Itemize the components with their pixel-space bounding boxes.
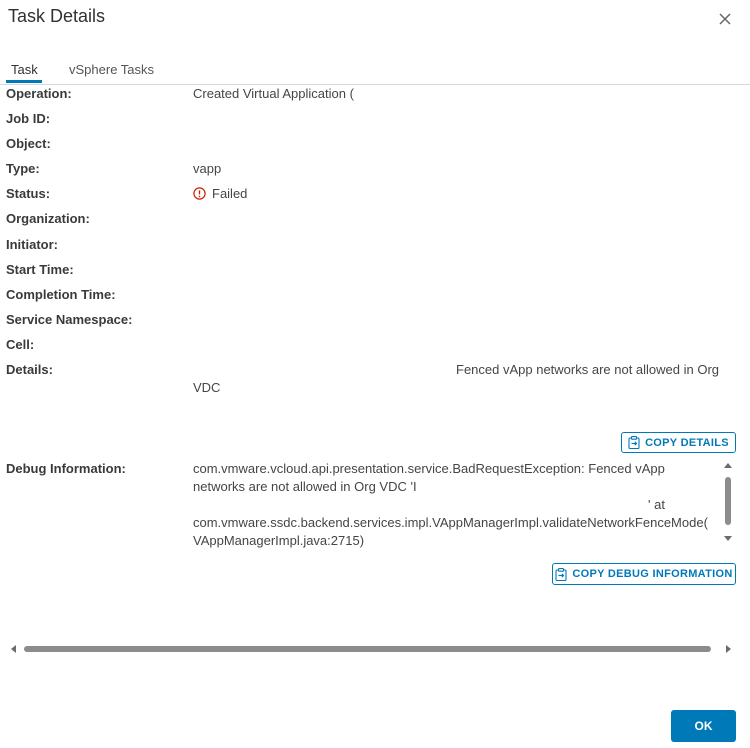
job-id-label: Job ID: <box>6 111 51 126</box>
debug-line: com.vmware.ssdc.backend.services.impl.VAppManagerImpl.validateNetworkFenceMode( <box>193 515 708 530</box>
completion-time-label: Completion Time: <box>6 287 116 302</box>
debug-line: com.vmware.vcloud.api.presentation.service.BadRequestException: Fenced vApp <box>193 461 665 476</box>
object-label: Object: <box>6 136 51 151</box>
organization-label: Organization: <box>6 211 90 226</box>
close-icon[interactable] <box>716 10 734 28</box>
copy-debug-label: COPY DEBUG INFORMATION <box>572 568 733 580</box>
clipboard-icon <box>555 568 567 581</box>
error-circle-icon <box>193 187 206 203</box>
details-value-line1: Fenced vApp networks are not allowed in Org <box>456 362 720 377</box>
debug-information-label: Debug Information: <box>6 461 126 476</box>
tab-task[interactable]: Task <box>11 62 38 77</box>
tab-vsphere-tasks[interactable]: vSphere Tasks <box>69 62 155 77</box>
service-namespace-label: Service Namespace: <box>6 312 133 327</box>
debug-information-text[interactable] <box>193 460 723 550</box>
scroll-left-icon <box>11 645 16 653</box>
debug-line: ' at <box>648 497 665 512</box>
debug-line: VAppManagerImpl.java:2715) <box>193 533 365 548</box>
status-text: Failed <box>212 186 248 201</box>
cell-label: Cell: <box>6 337 35 352</box>
scroll-right-icon <box>726 645 731 653</box>
copy-debug-information-button[interactable] <box>552 563 736 585</box>
horizontal-scrollbar[interactable] <box>8 642 736 656</box>
start-time-label: Start Time: <box>6 262 74 277</box>
type-value: vapp <box>193 161 222 176</box>
initiator-label: Initiator: <box>6 237 58 252</box>
debug-vertical-scrollbar[interactable] <box>721 460 735 546</box>
dialog-title: Task Details <box>8 6 106 26</box>
ok-button[interactable]: OK <box>671 710 736 742</box>
scroll-down-icon <box>724 536 732 541</box>
scrollbar-thumb <box>725 477 731 525</box>
tab-bar <box>0 58 750 85</box>
scrollbar-thumb <box>24 646 711 652</box>
operation-label: Operation: <box>6 86 72 101</box>
details-label: Details: <box>6 362 53 377</box>
status-label: Status: <box>6 186 51 201</box>
tab-active-indicator <box>6 80 42 83</box>
type-label: Type: <box>6 161 40 176</box>
status-value <box>193 186 247 203</box>
scroll-up-icon <box>724 463 732 468</box>
copy-details-label: COPY DETAILS <box>645 436 729 449</box>
operation-value: Created Virtual Application ( <box>193 86 354 101</box>
copy-details-button[interactable] <box>621 432 736 453</box>
debug-line: networks are not allowed in Org VDC 'I <box>193 479 417 494</box>
clipboard-icon <box>628 436 640 449</box>
details-value-line2: VDC <box>193 380 221 395</box>
